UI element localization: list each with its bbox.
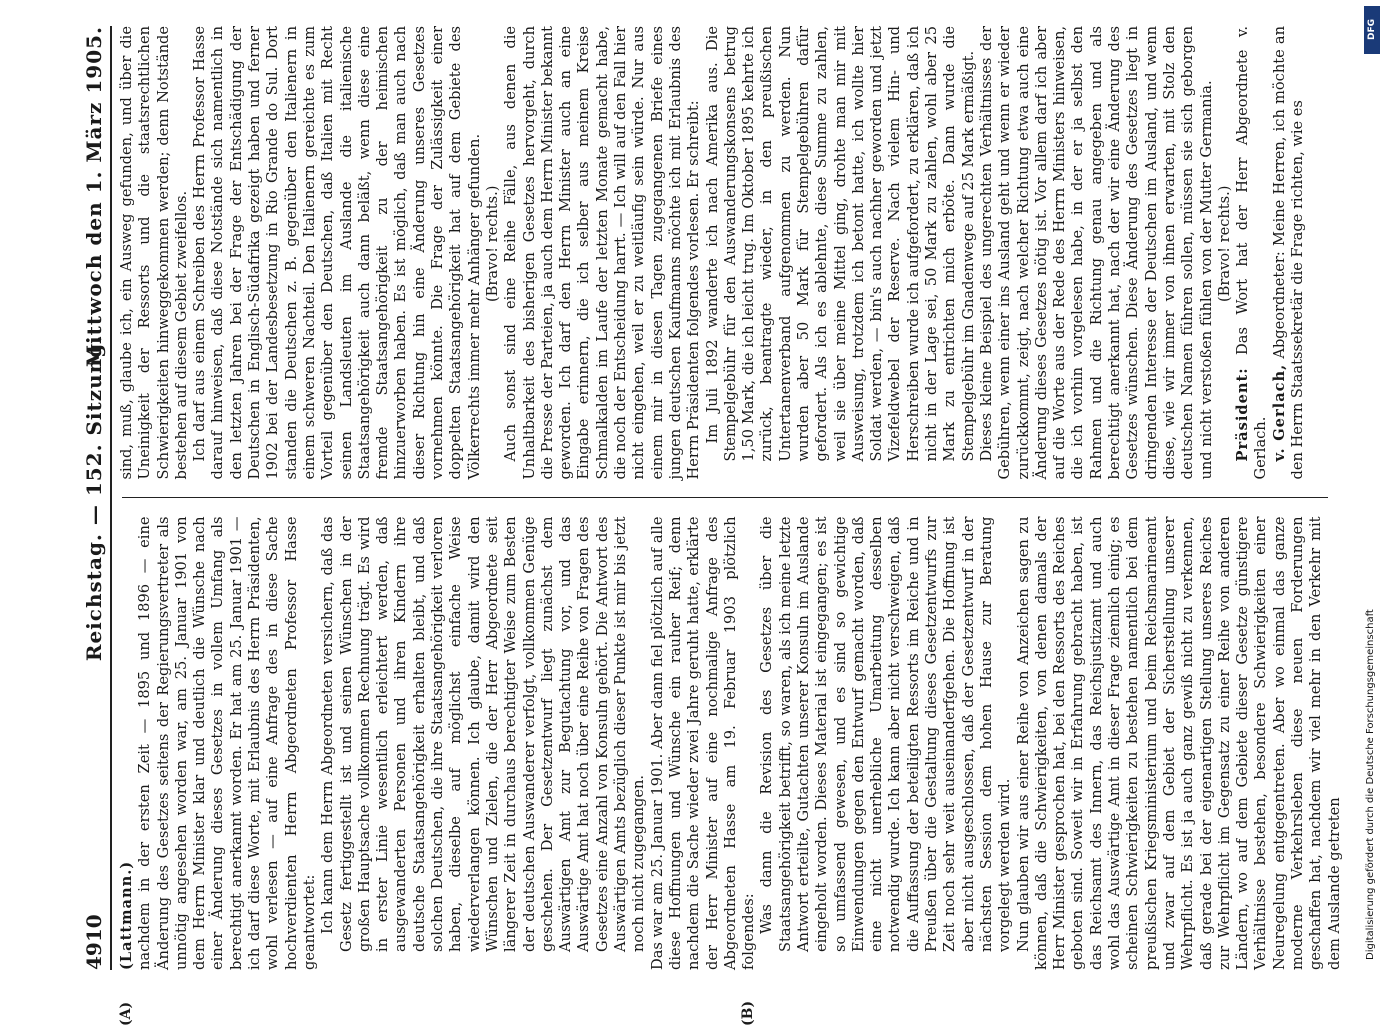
left-column [118,516,1343,971]
paragraph: nachdem in der ersten Zeit — 1895 und 1896 — eine Änderung des Gesetzes seitens der Regierungsvertreter als unnötig angesehen worden war, am 25. Januar 1901 von dem Herrn Minister klar und deutlich die Wünsche nach einer Änderung dieses Gesetzes in vollem Umfang als berechtigt anerkannt worden. Er hat am 25. Januar 1901 — ich darf diese Worte, mit Erlaubnis des Herrn Präsidenten, wohl verlesen — auf eine Anfrage des in diese Sache hochverdienten Herrn Abgeordneten Professor Hasse geantwortet: [136,516,318,970]
running-head [66,26,112,970]
president-label: Präsident: [1234,367,1252,462]
quotation: Im Juli 1892 wanderte ich nach Amerika aus. Die Stempelgebühr für den Auswanderungskonsens betrug 1,50 Mark, die ich leicht trug. Im Oktober 1895 kehrte ich zurück, beantragte wieder, in den preußischen Untertanenverband aufgenommen zu werden. Nun wurden aber 50 Mark für Stempelgebühren dafür gefordert. Als ich es ablehnte, diese Summe zu zahlen, weil sie über meine Mittel ging, drohte man mir mit Ausweisung, trotzdem ich betont hatte, ich wollte hier Soldat werden, — bin's auch nachher geworden und jetzt Vizefeldwebel der Reserve. Nach vielem Hin- und Herschreiben wurde ich aufgefordert, zu erklären, daß ich nicht in der Lage sei, 50 Mark zu zahlen, wohl aber 25 Mark zu entrichten mich erböte. Dann wurde die Stempelgebühr im Gnadenwege auf 25 Mark ermäßigt. [703,26,977,462]
paragraph: Ich darf aus einem Schreiben des Herrn Professor Hasse darauf hinweisen, daß diese Notstände sich namentlich in den letzten Jahren bei der Frage der Entschädigung der Deutschen in Englisch-Südafrika gezeigt haben und ferner 1902 bei der Landesbesetzung in Rio Grande do Sul. Dort standen die Deutschen z. B. gegenüber den Italienern in einem schweren Nachteil. Den Italienern gereichte es zum Vorteil gegenüber den Deutschen, daß Italien mit Recht seinen Landsleuten im Auslande die italienische Staatsangehörigkeit auch dann beläßt, wenn diese eine fremde Staatsangehörigkeit zu der heimischen hinzuerworben haben. Es ist möglich, daß man auch nach dieser Richtung hin eine Änderung unseres Gesetzes vornehmen könnte. Die Frage der Zulässigkeit einer doppelten Staatsangehörigkeit hat auf dem Gebiete des Völkerrechts immer mehr Anhänger gefunden. [191,26,483,480]
paragraph: Auch sonst sind eine Reihe Fälle, aus denen die Unhaltbarkeit des bisherigen Gesetzes hervorgeht, durch die Presse der Parteien, ja auch dem Herrn Minister bekannt geworden. Ich darf den Herrn Minister auch an eine Eingabe erinnern, die ich selber aus meinem Kreise Schmalkalden im Laufe der letzten Monate gemacht habe, die noch der Entscheidung harrt. — Ich will auf den Fall hier nicht eingehen, weil er zu weitläufig sein würde. Nur aus einem mir in diesen Tagen zugegangenen Briefe eines jungen deutschen Kaufmanns möchte ich mit Erlaubnis des Herrn Präsidenten folgendes vorlesen. Er schreibt: [502,26,703,480]
session-title: Reichstag. — 152. Sitzung. [82,334,106,662]
quotation: Ich kann dem Herrn Abgeordneten versichern, daß das Gesetz fertiggestellt ist und seinen Wünschen in der großen Hauptsache vollkommen Rechnung trägt. Es wird in erster Linie wesentlich erleichtert werden, daß ausgewanderten Personen und ihren Kindern ihre deutsche Staatsangehörigkeit erhalten bleibt, und daß solchen Deutschen, die ihre Staatsangehörigkeit verloren haben, dieselbe auf möglichst einfache Weise wiederverlangen können. Ich glaube, damit wird den Wünschen und Zielen, die der Herr Abgeordnete seit längerer Zeit in durchaus berechtigter Weise zum Besten der deutschen Auswanderer verfolgt, vollkommen Genüge geschehen. Der Gesetzentwurf liegt zunächst dem Auswärtigen Amt zur Begutachtung vor, und das Auswärtige Amt hat noch über eine Reihe von Fragen des Gesetzes eine Anzahl von Konsuln gehört. Die Antwort des Auswärtigen Amts bezüglich dieser Punkte ist mir bis jetzt noch nicht zugegangen. [319,516,648,952]
margin-letter-a: (A) [118,1001,134,1026]
margin-letter-b: (B) [740,1000,756,1026]
column-rule [122,498,1328,499]
speaker-label: v. Gerlach, [1270,363,1288,462]
dfg-logo [1364,6,1380,54]
right-column [118,26,1328,480]
rotated-document-page [40,0,1350,1026]
paragraph: sind, muß, glaube ich, ein Ausweg gefunden, und über die Uneinigkeit der Ressorts und die staatsrechtlichen Schwierigkeiten hinweggekommen werden; denn Notstände bestehen auf diesem Gebiet zweifellos. [118,26,190,480]
applause-note: (Bravo! rechts.) [483,185,501,303]
speaker-text: Abgeordneter: Meine Herren, ich möchte an den Herrn Staatssekretär die Frage richten, wie es [1270,25,1306,480]
digitization-credit: Digitalisierung gefördert durch die Deutsche Forschungsgemeinschaft [1365,609,1376,960]
dfg-logo-text: DFG [1367,19,1377,41]
text-columns [118,25,1343,970]
quotation: Was dann die Revision des Gesetzes über die Staatsangehörigkeit betrifft, so waren, als ich meine letzte Antwort erteilte, Gutachten unserer Konsuln im Auslande eingeholt worden. Dieses Material ist eingegangen; es ist so umfassend gewesen, und es sind so gewichtige Einwendungen gegen den Entwurf gemacht worden, daß eine nicht unerhebliche Umarbeitung desselben notwendig wurde. Ich kann aber nicht verschweigen, daß die Auffassung der beteiligten Ressorts im Reiche und in Preußen über die Gestaltung dieses Gesetzentwurfs zur Zeit noch sehr weit auseinanderfgehen. Die Hoffnung ist aber nicht ausgeschlossen, daß der Gesetzentwurf in der nächsten Session dem hohen Hause zur Beratung vorgelegt werden wird. [758,516,1014,952]
paragraph: Nun glauben wir aus einer Reihe von Anzeichen sagen zu können, daß die Schwierigkeiten, von denen damals der Herr Minister gesprochen hat, bei den Ressorts des Reiches geboten sind. Soweit wir in Erfahrung gebracht haben, ist das Reichsamt des Innern, das Reichsjustizamt und auch wohl das Auswärtige Amt in dieser Frage ziemlich einig; es scheinen Schwierigkeiten zu bestehen namentlich bei dem preußischen Kriegsministerium und beim Reichsmarineamt und zwar auf dem Gebiet der Sicherstellung unserer Wehrpflicht. Es ist ja auch ganz gewiß nicht zu verkennen, daß gerade bei der eigenartigen Stellung unseres Reiches zur Wehrpflicht im Gegensatz zu einer Reihe von anderen Ländern, wo auf dem Gebiete dieser Gesetze günstigere Verhältnisse bestehen, besondere Schwierigkeiten einer Neuregelung entgegentreten. Aber wo einmal das ganze moderne Verkehrsleben diese neuen Forderungen geschaffen hat, nachdem wir viel mehr in den Verkehr mit dem Auslande getreten [1014,516,1343,970]
speaker-paragraph [1271,26,1308,480]
paragraph: Das war am 25. Januar 1901. Aber dann fiel plötzlich auf alle diese Hoffnungen und Wünsche ein rauher Reif; denn nachdem die Sache wieder zwei Jahre geruht hatte, erklärte der Herr Minister auf eine nochmalige Anfrage des Abgeordneten Hasse am 19. Februar 1903 plötzlich folgendes: [648,516,758,970]
page-number: 4910 [82,914,106,970]
applause-note: (Bravo! rechts.) [1215,185,1233,303]
president-paragraph [1234,26,1271,480]
session-date: Mittwoch den 1. März 1905. [82,26,106,368]
speaker-continued: (Lattmann.) [118,860,135,970]
president-text: Das Wort hat der Herr Abgeordnete v. Gerlach. [1234,25,1270,480]
paragraph: Dieses kleine Beispiel des ungerechten Verhältnisses der Gebühren, wenn einer ins Ausland geht und wenn er wieder zurückkommt, zeigt, nach welcher Richtung etwa auch eine Änderung dieses Gesetzes nötig ist. Vor allem darf ich aber auf die Worte aus der Rede des Herrn Ministers hinweisen, die ich vorhin vorgelesen habe, in der er ja selbst den Rahmen und die Richtung genau angegeben und als berechtigt anerkannt hat, nach der wir eine Änderung des Gesetzes wünschen. Diese Änderung des Gesetzes liegt in dringenden Interesse der Deutschen im Ausland, und wenn diese, wie wir immer von ihnen erwarten, mit Stolz den deutschen Namen führen sollen, müssen sie sich geborgen und nicht verstoßen fühlen von der Mutter Germania. [977,26,1215,480]
